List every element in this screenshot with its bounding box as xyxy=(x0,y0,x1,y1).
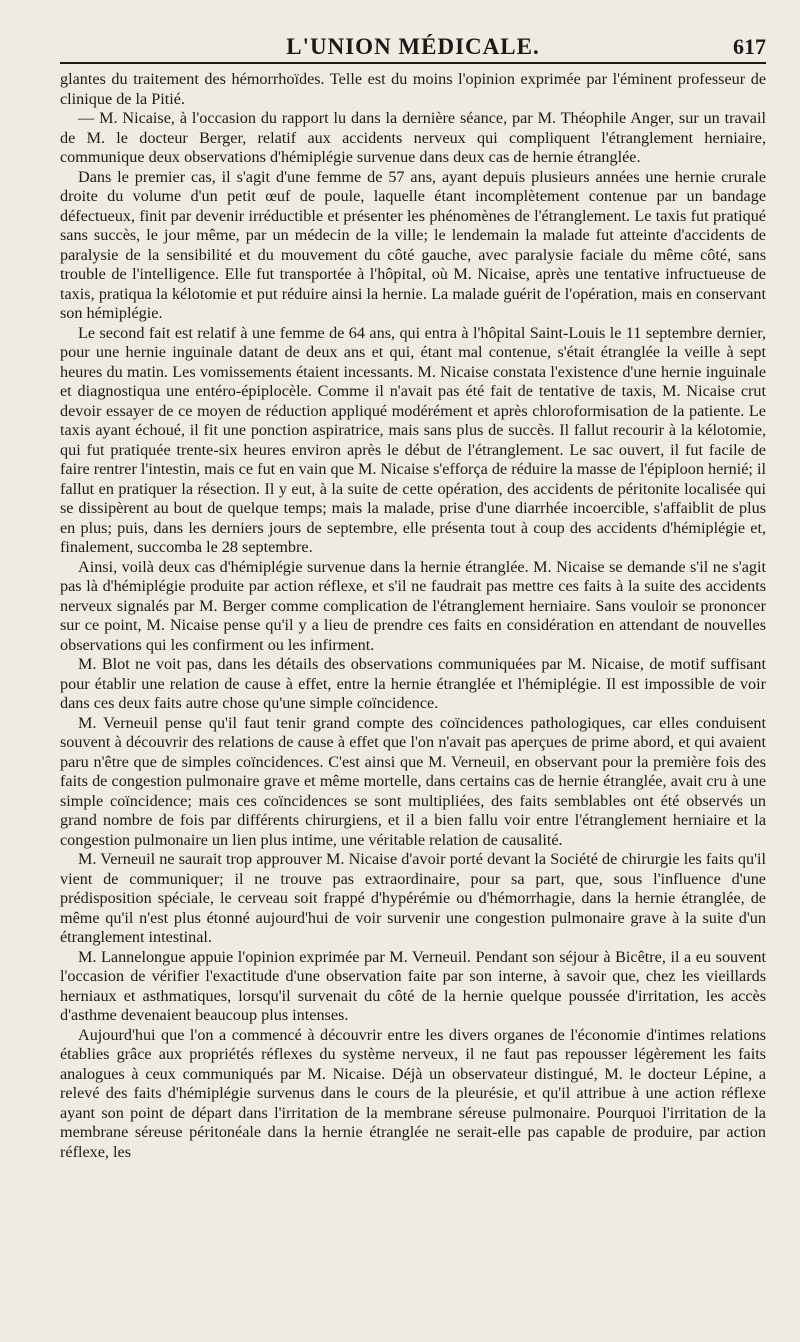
paragraph-nicaise-conclusion: Ainsi, voilà deux cas d'hémiplégie survenue dans la hernie étranglée. M. Nicaise se demande s'il ne s'agit pas là d'hémiplégie produite par action réflexe, et s'il ne faudrait pas mettre ces faits à la suite des accidents nerveux signalés par M. Berger comme complication de l'étranglement herniaire. Sans vouloir se prononcer sur ce point, M. Nicaise pense qu'il y a lieu de prendre ces faits en considération en attendant de nouvelles observations qui les confirment ou les infirment. xyxy=(60,557,766,654)
running-header xyxy=(60,22,766,62)
paragraph-verneuil-1: M. Verneuil pense qu'il faut tenir grand compte des coïncidences pathologiques, car elles conduisent souvent à découvrir des relations de cause à effet que l'on n'avait pas aperçues de prime abord, et qui avaient paru n'être que de simples coïncidences. C'est ainsi que M. Verneuil, en observant pour la première fois des faits de congestion pulmonaire grave et même mortelle, dans certains cas de hernie étranglée, avait cru à une simple coïncidence; mais ces coïncidences se sont multipliées, des faits semblables ont été observés un grand nombre de fois par différents chirurgiens, et il a bien fallu voir entre l'étranglement herniaire et la congestion pulmonaire un lien plus intime, une véritable relation de causalité. xyxy=(60,713,766,849)
running-title: L'UNION MÉDICALE. xyxy=(286,34,540,59)
page-number: 617 xyxy=(733,34,766,59)
article-body xyxy=(60,70,766,1162)
paragraph-verneuil-2: M. Verneuil ne saurait trop approuver M. Nicaise d'avoir porté devant la Société de chirurgie les faits qu'il vient de communiquer; il ne trouve pas extraordinaire, pour sa part, que, sous l'influence d'une prédisposition spéciale, le cerveau soit frappé d'hypérémie ou d'hémorrhagie, dans la hernie étranglée, de même qu'il n'est plus étonné aujourd'hui de voir survenir une congestion pulmonaire grave à la suite d'un étranglement intestinal. xyxy=(60,850,766,946)
paragraph-lannelongue: M. Lannelongue appuie l'opinion exprimée par M. Verneuil. Pendant son séjour à Bicêtre, il a eu souvent l'occasion de vérifier l'exactitude d'une observation faite par son interne, à savoir que, chez les vieillards herniaux et asthmatiques, lorsqu'il survenait du côté de la hernie quelque poussée d'irritation, les accès d'asthme devenaient beaucoup plus intenses. xyxy=(60,947,766,1024)
header-rule xyxy=(60,62,766,64)
paragraph-first-case: Dans le premier cas, il s'agit d'une femme de 57 ans, ayant depuis plusieurs années une hernie crurale droite du volume d'un petit œuf de poule, laquelle étant incomplètement contenue par un bandage défectueux, finit par devenir irréductible et présenter les phénomènes de l'étranglement. Le taxis fut pratiqué sans succès, le jour même, par un médecin de la ville; le lendemain la malade fut atteinte d'accidents de paralysie de la sensibilité et du mouvement du côté gauche, avec paralysie faciale du même côté, sans trouble de l'intelligence. Elle fut transportée à l'hôpital, où M. Nicaise, après une tentative infructueuse de taxis, pratiqua la kélotomie et put réduire ainsi la hernie. La malade guérit de l'opération, mais en conservant son hémiplégie. xyxy=(60,167,766,322)
paragraph-reflex-relations: Aujourd'hui que l'on a commencé à découvrir entre les divers organes de l'économie d'intimes relations établies grâce aux propriétés réflexes du système nerveux, il ne faut pas repousser légèrement les faits analogues à ceux communiqués par M. Nicaise. Déjà un observateur distingué, M. le docteur Lépine, a relevé des faits d'hémiplégie survenus dans le cours de la pleurésie, et qu'il attribue à une action réflexe ayant son point de départ dans l'irritation de la membrane séreuse pulmonaire. Pourquoi l'irritation de la membrane séreuse péritonéale dans la hernie étranglée ne serait-elle pas capable de produire, par action réflexe, les xyxy=(60,1025,766,1161)
paragraph-nicaise-communication: — M. Nicaise, à l'occasion du rapport lu dans la dernière séance, par M. Théophile Anger, sur un travail de M. le docteur Berger, relatif aux accidents nerveux qui compliquent l'étranglement herniaire, communique deux observations d'hémiplégie survenue dans deux cas de hernie étranglée. xyxy=(60,109,766,166)
paragraph-blot: M. Blot ne voit pas, dans les détails des observations communiquées par M. Nicaise, de motif suffisant pour établir une relation de cause à effet, entre la hernie étranglée et l'hémiplégie. Il est impossible de voir dans ces deux faits autre chose qu'une simple coïncidence. xyxy=(60,655,766,712)
paragraph-continued: glantes du traitement des hémorrhoïdes. Telle est du moins l'opinion exprimée par l'éminent professeur de clinique de la Pitié. xyxy=(60,70,766,108)
paragraph-second-case: Le second fait est relatif à une femme de 64 ans, qui entra à l'hôpital Saint-Louis le 11 septembre dernier, pour une hernie inguinale datant de deux ans et qui, étant mal contenue, s'était étranglée la veille à sept heures du matin. Les vomissements étaient incessants. M. Nicaise constata l'existence d'une hernie inguinale et diagnostiqua une entéro-épiplocèle. Comme il n'avait pas été fait de tentative de taxis, M. Nicaise crut devoir essayer de ce moyen de réduction appliqué modérément et après chloroformisation de la patiente. Le taxis ayant échoué, il fit une ponction aspiratrice, mais sans plus de succès. Il fallut recourir à la kélotomie, qui fut pratiquée trente-six heures environ après le début de l'étranglement. Le sac ouvert, il fut facile de faire rentrer l'intestin, mais ce fut en vain que M. Nicaise s'efforça de réduire la masse de l'épiploon hernié; il fallut en pratiquer la résection. Il y eut, à la suite de cette opération, des accidents de péritonite localisée qui se dissipèrent au bout de quelque temps; mais la malade, prise d'une diarrhée incoercible, s'affaiblit de plus en plus; puis, dans les derniers jours de septembre, elle présenta tout à coup des accidents d'hémiplégie et, finalement, succomba le 28 septembre. xyxy=(60,323,766,556)
